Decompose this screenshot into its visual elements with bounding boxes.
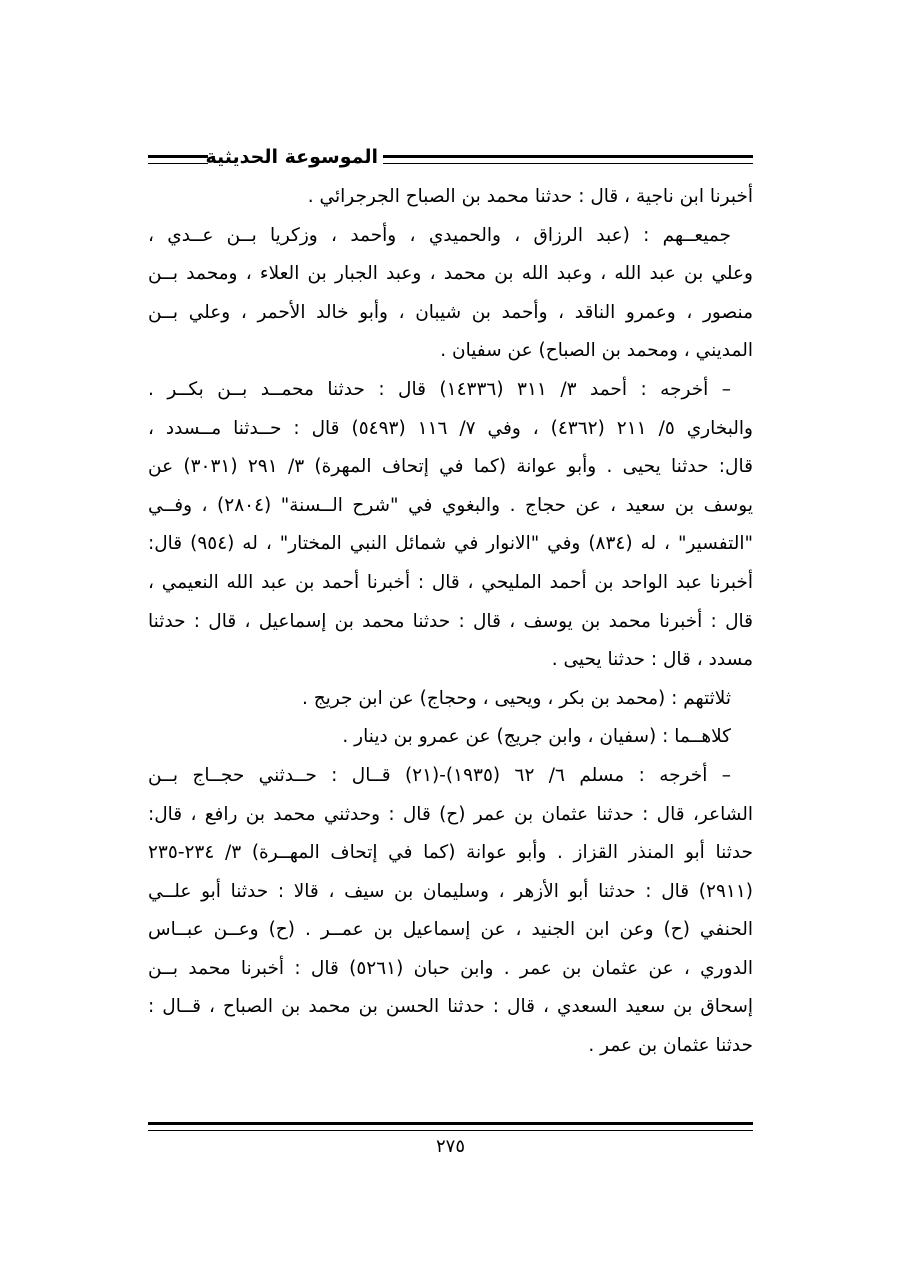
text-line: قال: حدثنا يحيى . وأبو عوانة (كما في إتحاف المهرة) ٣/ ٢٩١ (٣٠٣١) عن <box>148 456 753 478</box>
text-line: أخبرنا عبد الواحد بن أحمد المليحي ، قال : أخبرنا أحمد بن عبد الله النعيمي ، <box>148 571 753 593</box>
header-title: الموسوعة الحديثية <box>205 146 378 168</box>
text-line: الشاعر، قال : حدثنا عثمان بن عمر (ح) قال : وحدثني محمد بن رافع ، قال: <box>148 803 753 825</box>
text-line: – أخرجه : أحمد ٣/ ٣١١ (١٤٣٣٦) قال : حدثنا محمــد بــن بكــر . <box>148 378 732 400</box>
text-line: مسدد ، قال : حدثنا يحيى . <box>551 649 753 671</box>
text-line: جميعــهم : (عبد الرزاق ، والحميدي ، وأحمد ، وزكريا بــن عــدي ، <box>148 224 731 246</box>
text-line: ثلاثتهم : (محمد بن بكر ، ويحيى ، وحجاج) عن ابن جريج . <box>301 687 731 709</box>
text-line: "التفسير" ، له (٨٣٤) وفي "الانوار في شمائل النبي المختار" ، له (٩٥٤) قال: <box>148 533 753 555</box>
header-rule-right <box>383 155 753 164</box>
text-line: الحنفي (ح) وعن ابن الجنيد ، عن إسماعيل بن عمــر . (ح) وعــن عبــاس <box>148 919 753 941</box>
text-line: – أخرجه : مسلم ٦/ ٦٢ (١٩٣٥)-(٢١) قــال : حــدثني حجــاج بــن <box>148 764 731 786</box>
text-line: الدوري ، عن عثمان بن عمر . وابن حبان (٥٢٦١) قال : أخبرنا محمد بــن <box>148 957 753 979</box>
text-line: منصور ، وعمرو الناقد ، وأحمد بن شيبان ، وأبو خالد الأحمر ، وعلي بــن <box>148 301 753 323</box>
text-line: إسحاق بن سعيد السعدي ، قال : حدثنا الحسن بن محمد بن الصباح ، قــال : <box>148 996 753 1018</box>
text-line: حدثنا عثمان بن عمر . <box>588 1035 753 1057</box>
footer-rule <box>148 1122 753 1131</box>
text-line: والبخاري ٥/ ٢١١ (٤٣٦٢) ، وفي ٧/ ١١٦ (٥٤٩٣) قال : حــدثنا مــسدد ، <box>148 417 753 439</box>
page-number: ٢٧٥ <box>435 1136 465 1157</box>
text-line: قال : أخبرنا محمد بن يوسف ، قال : حدثنا محمد بن إسماعيل ، قال : حدثنا <box>148 610 753 632</box>
header-rule-left <box>148 155 208 164</box>
text-line: وعلي بن عبد الله ، وعبد الله بن محمد ، وعبد الجبار بن العلاء ، ومحمد بــن <box>148 263 753 285</box>
text-line: المديني ، ومحمد بن الصباح) عن سفيان . <box>440 340 753 362</box>
text-line: أخبرنا ابن ناجية ، قال : حدثنا محمد بن الصباح الجرجرائي . <box>307 186 753 207</box>
text-line: حدثنا أبو المنذر القزاز . وأبو عوانة (كما في إتحاف المهــرة) ٣/ ٢٣٤-٢٣٥ <box>148 842 753 864</box>
page-body <box>148 178 753 1066</box>
text-line: (٢٩١١) قال : حدثنا أبو الأزهر ، وسليمان بن سيف ، قالا : حدثنا أبو علــي <box>148 880 753 902</box>
running-header <box>148 142 753 172</box>
text-line: يوسف بن سعيد ، عن حجاج . والبغوي في "شرح الــسنة" (٢٨٠٤) ، وفــي <box>148 494 753 516</box>
text-line: كلاهــما : (سفيان ، وابن جريج) عن عمرو بن دينار . <box>342 726 731 748</box>
